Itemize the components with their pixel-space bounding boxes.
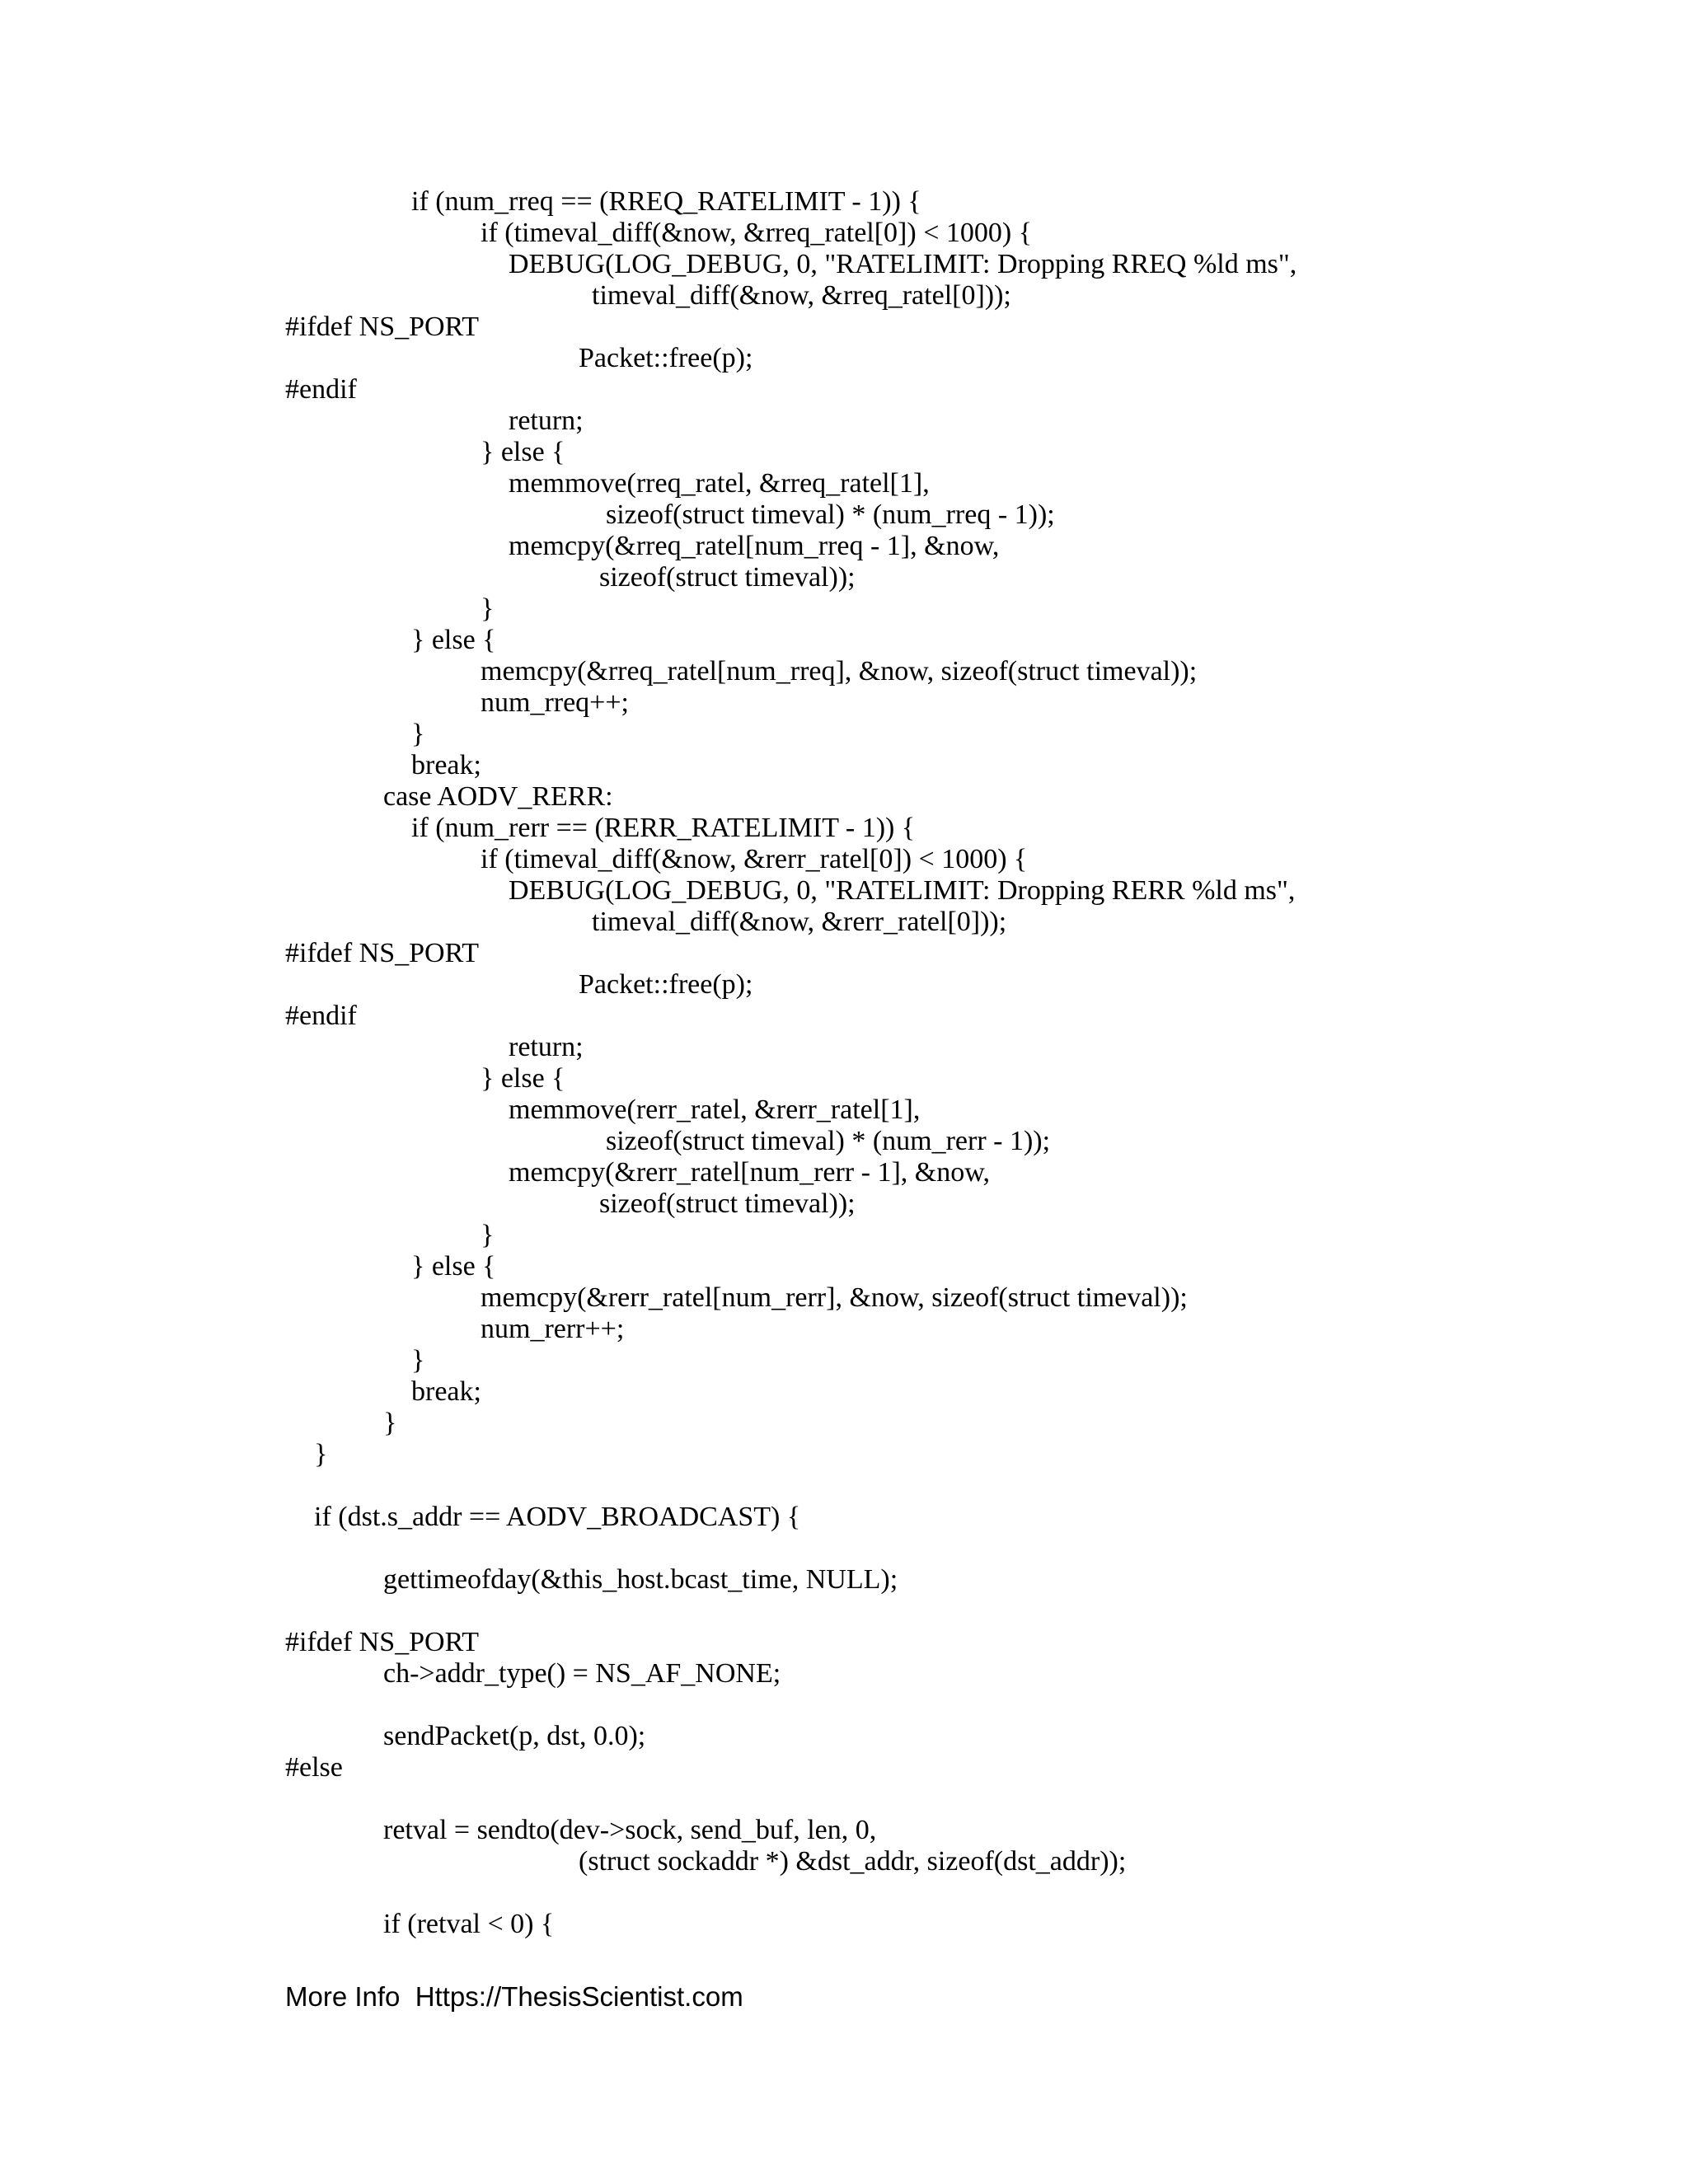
code-line: return; [509,1032,584,1062]
code-line: } [411,1345,425,1376]
code-line: memmove(rreq_ratel, &rreq_ratel[1], [509,468,930,499]
code-line: Packet::free(p); [579,343,753,373]
code-line: break; [411,750,481,780]
code-line: #else [285,1752,343,1783]
code-line: #ifdef NS_PORT [285,1627,480,1657]
code-line: (struct sockaddr *) &dst_addr, sizeof(dst_addr)); [579,1846,1127,1877]
code-line: sizeof(struct timeval)); [599,1188,856,1219]
code-line: if (dst.s_addr == AODV_BROADCAST) { [314,1502,801,1532]
footer-link-text: More Info Https://ThesisScientist.com [285,1981,743,2012]
code-line: } else { [411,1251,496,1282]
code-line: } else { [481,437,565,467]
code-line: memcpy(&rreq_ratel[num_rreq - 1], &now, [509,531,1000,561]
code-line: timeval_diff(&now, &rerr_ratel[0])); [592,907,1007,937]
code-line: timeval_diff(&now, &rreq_ratel[0])); [592,280,1011,311]
code-line: } [314,1439,328,1469]
code-line: memcpy(&rreq_ratel[num_rreq], &now, sizeof(struct timeval)); [481,656,1198,687]
code-line: #ifdef NS_PORT [285,938,480,968]
code-line: DEBUG(LOG_DEBUG, 0, "RATELIMIT: Dropping RREQ %ld ms", [509,249,1297,279]
code-line: memcpy(&rerr_ratel[num_rerr - 1], &now, [509,1157,991,1188]
code-line: num_rreq++; [481,687,629,718]
code-line: } else { [481,1063,565,1094]
code-line: #endif [285,374,357,405]
code-line: } [481,593,495,624]
code-line: case AODV_RERR: [383,781,613,812]
code-line: if (timeval_diff(&now, &rerr_ratel[0]) < 1000) { [481,844,1028,874]
code-line: num_rerr++; [481,1314,625,1344]
code-line: if (num_rreq == (RREQ_RATELIMIT - 1)) { [411,186,921,217]
code-line: return; [509,405,584,436]
code-line: sendPacket(p, dst, 0.0); [383,1721,646,1751]
code-line: #endif [285,1001,357,1031]
code-line: memcpy(&rerr_ratel[num_rerr], &now, sizeof(struct timeval)); [481,1282,1188,1313]
code-line: if (num_rerr == (RERR_RATELIMIT - 1)) { [411,813,916,843]
code-line: sizeof(struct timeval)); [599,562,856,593]
code-line: if (retval < 0) { [383,1909,555,1939]
code-line: gettimeofday(&this_host.bcast_time, NULL); [383,1564,898,1595]
code-line: sizeof(struct timeval) * (num_rreq - 1)); [606,499,1055,530]
code-line: #ifdef NS_PORT [285,312,480,342]
code-line: retval = sendto(dev->sock, send_buf, len, 0, [383,1815,877,1845]
code-line: if (timeval_diff(&now, &rreq_ratel[0]) < 1000) { [481,218,1033,248]
code-line: } else { [411,625,496,655]
code-line: } [383,1408,397,1438]
code-line: sizeof(struct timeval) * (num_rerr - 1)); [606,1126,1051,1156]
code-line: Packet::free(p); [579,969,753,1000]
code-line: } [411,719,425,749]
code-line: memmove(rerr_ratel, &rerr_ratel[1], [509,1094,921,1125]
code-line: } [481,1220,495,1250]
code-line: break; [411,1376,481,1407]
code-line: DEBUG(LOG_DEBUG, 0, "RATELIMIT: Dropping RERR %ld ms", [509,875,1296,906]
code-line: ch->addr_type() = NS_AF_NONE; [383,1658,781,1689]
